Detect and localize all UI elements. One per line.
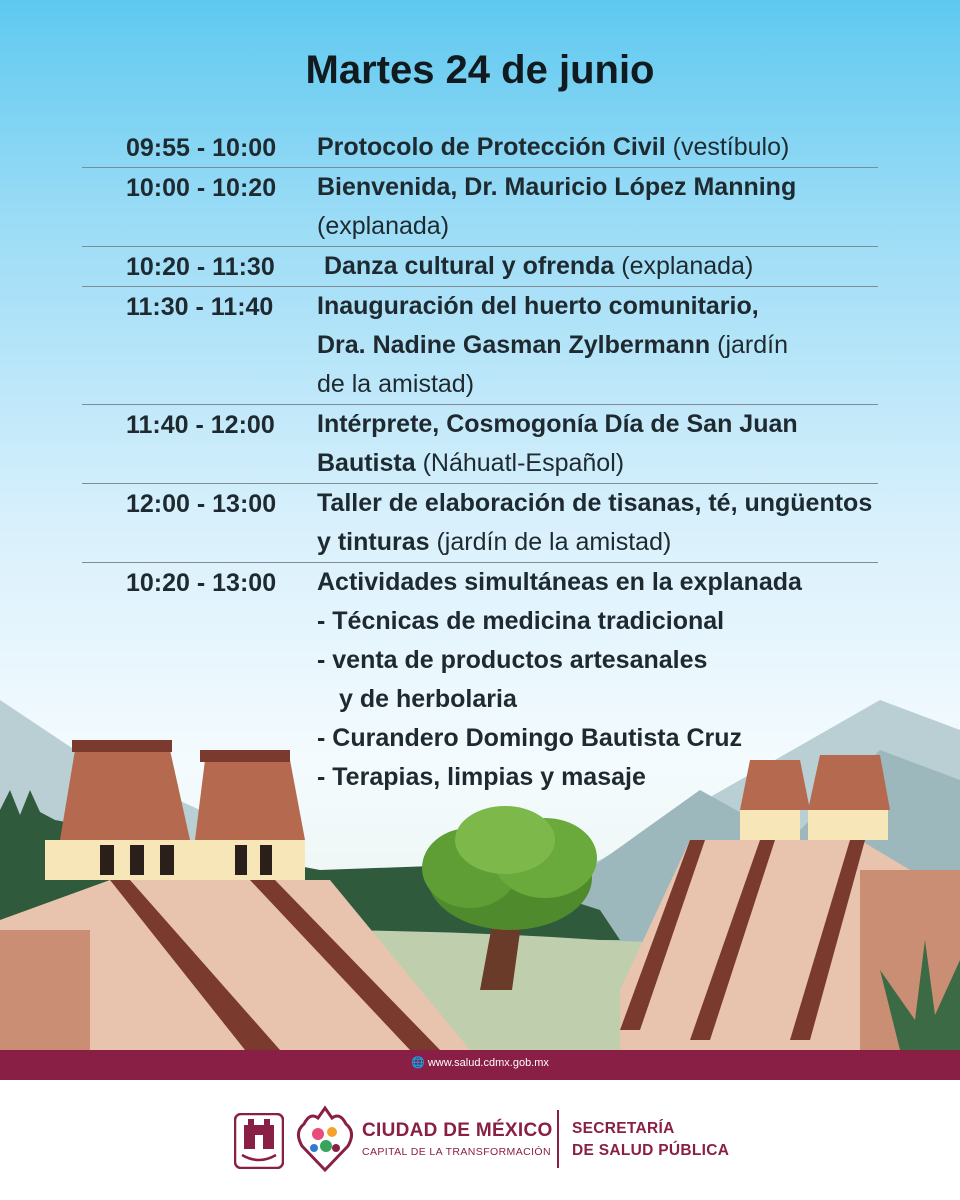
activity-text: Danza cultural y ofrenda xyxy=(317,252,622,280)
schedule-description xyxy=(317,168,917,246)
description-line xyxy=(317,405,917,444)
description-line xyxy=(317,365,917,404)
description-line xyxy=(317,287,917,326)
schedule-row xyxy=(0,405,960,484)
activity-text: y tinturas xyxy=(317,528,437,556)
activity-text: Actividades simultáneas en la explanada xyxy=(317,568,802,596)
schedule-time: 11:30 - 11:40 xyxy=(126,293,274,321)
schedule-time: 10:20 - 13:00 xyxy=(126,569,277,597)
activity-text: - venta de productos artesanales xyxy=(317,646,708,674)
activity-text: Bienvenida, Dr. Mauricio López Manning xyxy=(317,173,797,201)
description-line xyxy=(317,128,917,167)
activity-text: Dra. Nadine Gasman Zylbermann xyxy=(317,331,718,359)
description-line xyxy=(317,168,917,207)
schedule-description xyxy=(317,128,917,167)
description-line xyxy=(317,247,917,286)
location-text: (Náhuatl-Español) xyxy=(422,449,625,477)
description-line xyxy=(317,602,917,641)
city-name: CIUDAD DE MÉXICO xyxy=(362,1120,553,1141)
description-line xyxy=(317,641,917,680)
schedule-description xyxy=(317,405,917,483)
description-line xyxy=(317,326,917,365)
schedule-description xyxy=(317,484,917,562)
activity-text: Bautista xyxy=(317,449,423,477)
schedule-row xyxy=(0,128,960,168)
schedule-row xyxy=(0,247,960,287)
city-tagline: CAPITAL DE LA TRANSFORMACIÓN xyxy=(362,1146,551,1158)
secretariat-line-2: DE SALUD PÚBLICA xyxy=(572,1142,730,1159)
description-line xyxy=(317,207,917,246)
description-line xyxy=(317,758,917,797)
schedule-list xyxy=(0,128,960,797)
activity-text: - Técnicas de medicina tradicional xyxy=(317,607,725,635)
schedule-row xyxy=(0,287,960,405)
schedule-time: 12:00 - 13:00 xyxy=(126,490,277,518)
description-line xyxy=(317,680,917,719)
activity-text: Intérprete, Cosmogonía Día de San Juan xyxy=(317,410,798,438)
schedule-description xyxy=(317,287,917,404)
schedule-time: 10:20 - 11:30 xyxy=(126,253,275,281)
cdmx-coat-of-arms-logo xyxy=(234,1113,284,1169)
location-text: de la amistad) xyxy=(317,370,475,398)
location-text: (vestíbulo) xyxy=(672,133,790,161)
schedule-row xyxy=(0,484,960,563)
page-title: Martes 24 de junio xyxy=(305,48,655,92)
footer-divider xyxy=(557,1110,559,1168)
schedule-row xyxy=(0,563,960,797)
schedule-row xyxy=(0,168,960,247)
schedule-time: 09:55 - 10:00 xyxy=(126,134,277,162)
cdmx-heart-map-logo xyxy=(296,1104,354,1174)
location-text: (jardín de la amistad) xyxy=(436,528,672,556)
website-url[interactable] xyxy=(0,1056,960,1069)
website-link[interactable]: www.salud.cdmx.gob.mx xyxy=(427,1057,549,1069)
activity-text: - Terapias, limpias y masaje xyxy=(317,763,646,791)
description-line xyxy=(317,444,917,483)
location-text: (explanada) xyxy=(317,212,450,240)
activity-text: Protocolo de Protección Civil xyxy=(317,133,673,161)
description-line xyxy=(317,719,917,758)
activity-text: y de herbolaria xyxy=(339,685,517,713)
schedule-description xyxy=(317,247,917,286)
city-lockup xyxy=(362,1120,553,1158)
location-text: (jardín xyxy=(717,331,788,359)
globe-icon: 🌐 xyxy=(411,1057,425,1069)
location-text: (explanada) xyxy=(621,252,754,280)
schedule-description xyxy=(317,563,917,797)
description-line xyxy=(317,484,917,523)
description-line xyxy=(317,523,917,562)
secretariat-name xyxy=(572,1118,729,1162)
description-line xyxy=(317,563,917,602)
schedule-time: 10:00 - 10:20 xyxy=(126,174,277,202)
activity-text: - Curandero Domingo Bautista Cruz xyxy=(317,724,743,752)
secretariat-line-1: SECRETARÍA xyxy=(572,1120,675,1137)
activity-text: Inauguración del huerto comunitario, xyxy=(317,292,759,320)
activity-text: Taller de elaboración de tisanas, té, ungüentos xyxy=(317,489,873,517)
schedule-time: 11:40 - 12:00 xyxy=(126,411,275,439)
